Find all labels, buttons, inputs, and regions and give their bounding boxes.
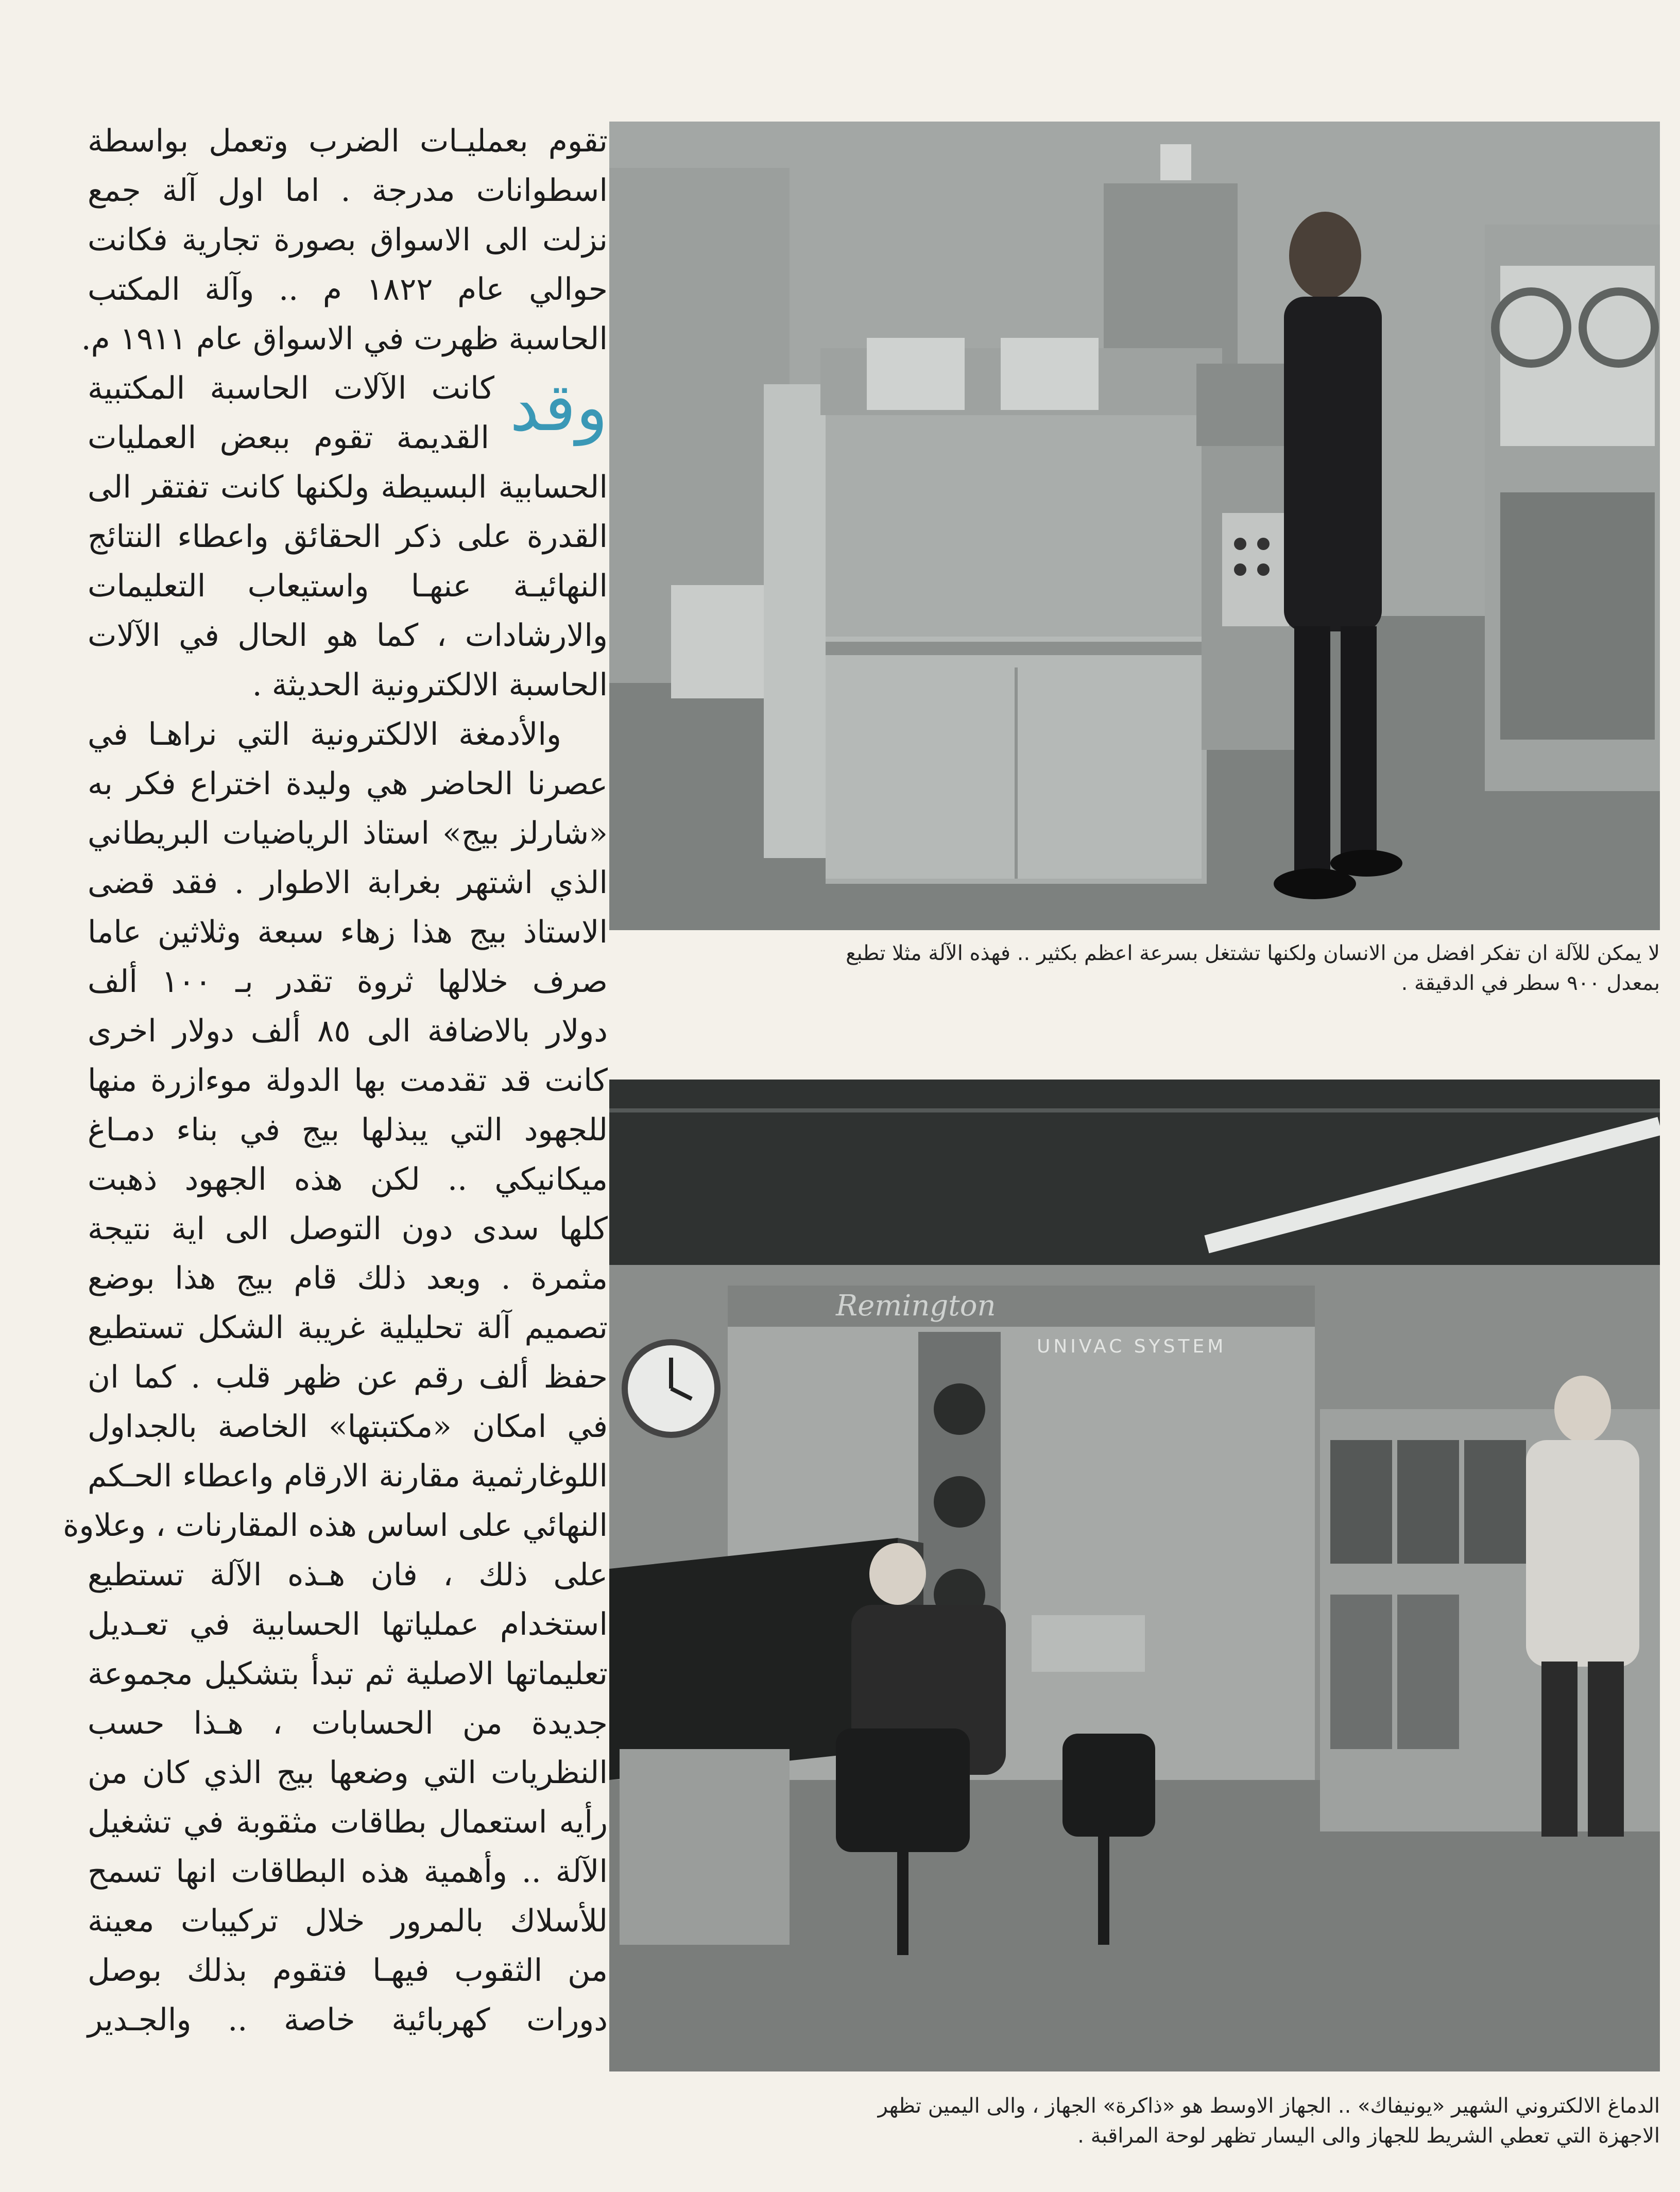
- article-line: حفظ ألف رقم عن ظهر قلب . كما ان: [88, 1359, 608, 1395]
- article-line: [88, 364, 608, 413]
- photo-line-printer-illustration: [609, 122, 1660, 930]
- article-line: صرف خلالها ثروة تقدر بـ ١٠٠ ألف: [88, 964, 608, 1000]
- article-line: تصميم آلة تحليلية غريبة الشكل تستطيع: [88, 1310, 608, 1346]
- article-line: النهائيـة عنهـا واستيعاب التعليمات: [88, 568, 608, 604]
- caption-line: لا يمكن للآلة ان تفكر افضل من الانسان ولكنها تشتغل بسرعة اعظم بكثير .. فهذه الآلة مثلا تطبع: [846, 941, 1660, 965]
- article-line: جديدة من الحسابات ، هـذا حسب: [88, 1705, 608, 1741]
- article-line: تعليماتها الاصلية ثم تبدأ بتشكيل مجموعة: [88, 1656, 608, 1692]
- article-line: تقوم بعمليـات الضرب وتعمل بواسطة: [88, 123, 608, 159]
- remington-logo-text: Remington: [836, 1289, 996, 1323]
- article-line: الذي اشتهر بغرابة الاطوار . فقد قضى: [88, 865, 608, 901]
- article-line: ميكانيكي .. لكن هذه الجهود ذهبت: [88, 1161, 608, 1197]
- article-line: للأسلاك بالمرور خلال تركيبات معينة: [88, 1903, 608, 1939]
- article-line: دورات كهربائية خاصة .. والجـدير: [88, 2002, 608, 2038]
- article-line: على ذلك ، فان هـذه الآلة تستطيع: [88, 1557, 608, 1593]
- article-line: مثمرة . وبعد ذلك قام بيج هذا بوضع: [88, 1260, 608, 1296]
- article-line: النظريات التي وضعها بيج الذي كان من: [88, 1755, 608, 1791]
- article-line: في امكان «مكتبتها» الخاصة بالجداول: [88, 1409, 608, 1445]
- article-line-text: كانت الآلات الحاسبة المكتبية: [88, 370, 494, 406]
- article-column: [63, 116, 608, 2074]
- drop-cap-word: وقد: [509, 369, 608, 446]
- article-line: اللوغارثمية مقارنة الارقام واعطاء الحـكم: [88, 1458, 608, 1494]
- article-line: الحاسبة الالكترونية الحديثة .: [252, 667, 608, 703]
- article-line: دولار بالاضافة الى ٨٥ ألف دولار اخرى: [88, 1013, 608, 1049]
- article-line: والأدمغة الالكترونية التي نراهـا في: [88, 716, 561, 752]
- article-line: الآلة .. وأهمية هذه البطاقات انها تسمح: [88, 1854, 608, 1890]
- article-line: اسطوانات مدرجة . اما اول آلة جمع: [88, 173, 608, 209]
- caption-line: الدماغ الالكتروني الشهير «يونيفاك» .. الجهاز الاوسط هو «ذاكرة» الجهاز ، والى اليمين تظهر: [878, 2094, 1660, 2118]
- article-line: للجهود التي يبذلها بيج في بناء دمـاغ: [88, 1112, 608, 1148]
- article-line: استخدام عملياتها الحسابية في تعـديل: [88, 1606, 608, 1642]
- photo-line-printer: [609, 122, 1660, 930]
- article-line: القدرة على ذكر الحقائق واعطاء النتائج: [88, 519, 608, 555]
- article-line: عصرنا الحاضر هي وليدة اختراع فكر به: [88, 766, 608, 802]
- univac-label-text: UNIVAC SYSTEM: [1037, 1336, 1227, 1357]
- photo-caption-top: [609, 938, 1660, 998]
- article-line: والارشادات ، كما هو الحال في الآلات: [88, 618, 608, 654]
- article-line: الحاسبة ظهرت في الاسواق عام ١٩١١ م.: [81, 321, 608, 357]
- caption-line: الاجهزة التي تعطي الشريط للجهاز والى اليسار تظهر لوحة المراقبة .: [1077, 2124, 1660, 2148]
- article-line: «شارلز بيج» استاذ الرياضيات البريطاني: [88, 815, 608, 851]
- article-line: النهائي على اساس هذه المقارنات ، وعلاوة: [63, 1508, 608, 1544]
- article-line: كلها سدى دون التوصل الى اية نتيجة: [88, 1211, 608, 1247]
- article-line: حوالي عام ١٨٢٢ م .. وآلة المكتب: [88, 271, 608, 307]
- article-line: القديمة تقوم ببعض العمليات: [88, 420, 489, 456]
- article-line: الحسابية البسيطة ولكنها كانت تفتقر الى: [88, 469, 608, 505]
- caption-line: بمعدل ٩٠٠ سطر في الدقيقة .: [1401, 971, 1660, 995]
- article-line: من الثقوب فيهـا فتقوم بذلك بوصل: [88, 1953, 608, 1989]
- article-line: كانت قد تقدمت بها الدولة موءازرة منها: [88, 1063, 608, 1099]
- article-line: رأيه استعمال بطاقات مثقوبة في تشغيل: [88, 1804, 608, 1840]
- article-line: نزلت الى الاسواق بصورة تجارية فكانت: [88, 222, 608, 258]
- photo-univac: [609, 1080, 1660, 2071]
- article-line: الاستاذ بيج هذا زهاء سبعة وثلاثين عاما: [88, 914, 608, 950]
- photo-univac-illustration: [609, 1080, 1660, 2071]
- photo-caption-bottom: [609, 2091, 1660, 2151]
